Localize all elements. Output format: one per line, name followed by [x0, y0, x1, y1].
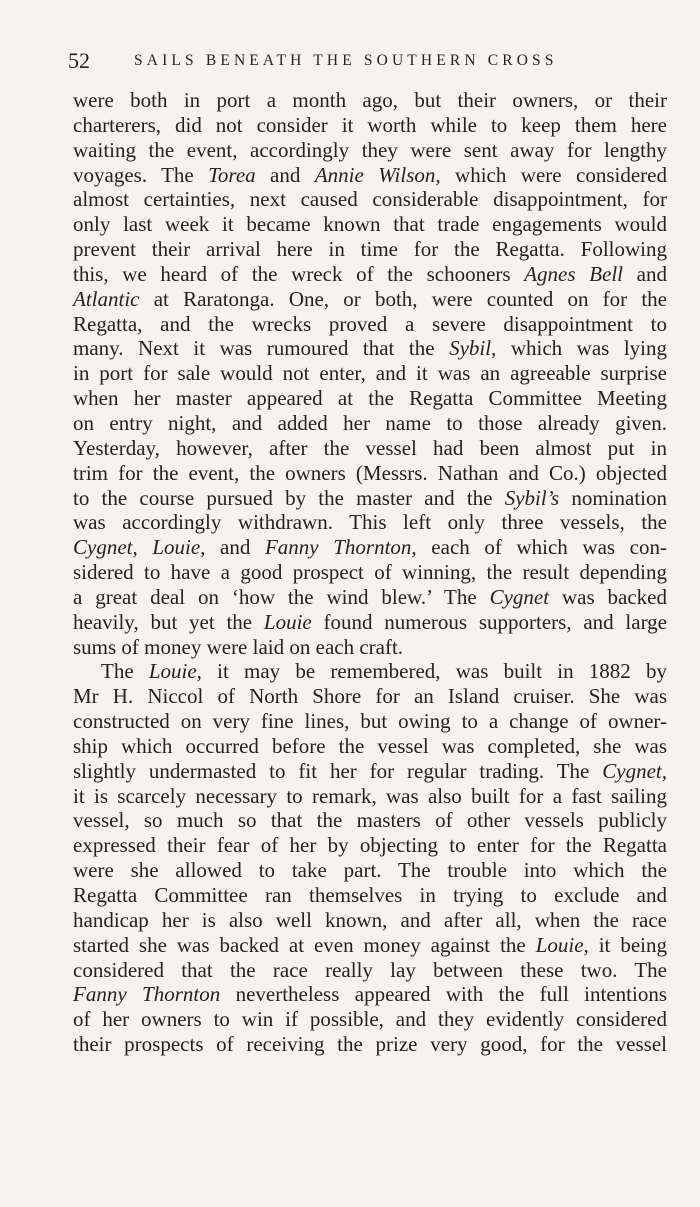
- text-segment: handicap her is also well known, and after all, when the race: [73, 907, 667, 932]
- italic-ship-name: Louie: [263, 609, 312, 634]
- text-segment: Regatta Committee ran themselves in trying to exclude and: [73, 883, 667, 907]
- text-line: [73, 386, 667, 411]
- text-line: [73, 187, 667, 212]
- text-line: [73, 411, 667, 436]
- text-segment: was accordingly withdrawn. This left only three vessels, the: [73, 510, 667, 535]
- text-segment: heavily, but yet the: [73, 609, 264, 634]
- italic-ship-name: Louie,: [535, 932, 589, 957]
- text-line: [73, 212, 667, 237]
- text-segment: in port for sale would not enter, and it was an agreeable surprise: [73, 361, 667, 386]
- text-line: [73, 858, 667, 883]
- text-segment: many. Next it was rumoured that the: [73, 336, 450, 361]
- text-segment: only last week it became known that trade engagements would: [73, 212, 667, 237]
- text-line: [73, 833, 667, 858]
- text-segment: vessel, so much so that the masters of other vessels publicly: [73, 808, 667, 833]
- italic-ship-name: Cygnet, Louie,: [73, 535, 206, 560]
- text-segment: it may be remembered, was built in 1882 by: [201, 659, 667, 684]
- text-segment: and: [255, 162, 315, 187]
- text-line: [73, 585, 667, 610]
- text-line: [73, 560, 667, 585]
- running-title: SAILS BENEATH THE SOUTHERN CROSS: [134, 52, 558, 69]
- text-line: [73, 883, 667, 908]
- italic-ship-name: Louie,: [148, 659, 202, 684]
- text-line: [73, 908, 667, 933]
- text-line: [73, 1007, 667, 1032]
- italic-ship-name: Sybil’s: [504, 485, 560, 510]
- text-line: [73, 535, 667, 560]
- text-segment: Mr H. Niccol of North Shore for an Island cruiser. She was: [73, 684, 667, 709]
- text-segment: charterers, did not consider it worth while to keep them here: [73, 112, 667, 137]
- text-segment: started she was backed at even money against the: [73, 932, 536, 957]
- text-segment: and: [205, 535, 265, 560]
- page-header: [68, 47, 634, 75]
- text-segment: sidered to have a good prospect of winning, the result depending: [73, 560, 667, 585]
- text-segment: trim for the event, the owners (Messrs. Nathan and Co.) objected: [73, 460, 667, 485]
- text-line: [73, 336, 667, 361]
- text-segment: which was lying: [496, 336, 667, 361]
- page-number: 52: [68, 48, 90, 73]
- text-segment: prevent their arrival here in time for the Regatta. Following: [73, 237, 667, 262]
- text-line: [73, 88, 667, 113]
- text-line: [73, 262, 667, 287]
- text-segment: a great deal on ‘how the wind blew.’ The: [73, 584, 490, 609]
- text-line: [73, 461, 667, 486]
- text-segment: almost certainties, next caused considerable disappointment, for: [73, 187, 667, 212]
- text-segment: at Raratonga. One, or both, were counted on for the: [139, 286, 667, 311]
- text-segment: it is scarcely necessary to remark, was also built for a fast sailing: [73, 783, 667, 808]
- text-segment: slightly undermasted to fit her for regular trading. The: [73, 758, 603, 783]
- text-segment: this, we heard of the wreck of the schooners: [73, 261, 525, 286]
- italic-ship-name: Torea: [208, 162, 256, 187]
- text-segment: and: [623, 261, 667, 286]
- text-line: [73, 113, 667, 138]
- text-segment: considered that the race really lay between these two. The: [73, 957, 667, 982]
- text-line: [73, 610, 667, 635]
- text-line: [73, 759, 667, 784]
- text-segment: sums of money were laid on each craft.: [73, 634, 404, 659]
- text-segment: it being: [588, 932, 667, 957]
- italic-ship-name: Sybil,: [449, 336, 497, 361]
- text-segment: voyages. The: [73, 162, 209, 187]
- text-line: [73, 361, 667, 386]
- text-line: [73, 1032, 667, 1057]
- text-segment: found numerous supporters, and large: [311, 609, 667, 634]
- text-segment: nomination: [559, 485, 667, 510]
- text-line: [73, 510, 667, 535]
- text-segment: waiting the event, accordingly they were sent away for lengthy: [73, 137, 667, 162]
- text-line: [73, 784, 667, 809]
- text-line: [73, 659, 667, 684]
- body-text: [73, 88, 667, 1057]
- text-segment: were both in port a month ago, but their owners, or their: [73, 88, 667, 112]
- text-line: [73, 486, 667, 511]
- text-segment: nevertheless appeared with the full intentions: [220, 982, 667, 1007]
- text-line: [73, 138, 667, 163]
- text-line: [73, 684, 667, 709]
- italic-ship-name: Atlantic: [73, 286, 140, 311]
- text-segment: constructed on very fine lines, but owing to a change of owner-: [73, 709, 667, 734]
- text-segment: expressed their fear of her by objecting to enter for the Regatta: [73, 833, 667, 858]
- text-segment: on entry night, and added her name to those already given.: [73, 410, 667, 435]
- text-line: [73, 237, 667, 262]
- text-line: [73, 436, 667, 461]
- text-segment: Yesterday, however, after the vessel had been almost put in: [73, 435, 667, 460]
- text-segment: when her master appeared at the Regatta Committee Meeting: [73, 386, 667, 411]
- text-line: [73, 734, 667, 759]
- italic-ship-name: Fanny Thornton: [73, 982, 221, 1007]
- text-line: [73, 635, 667, 660]
- text-segment: each of which was con-: [416, 535, 667, 560]
- text-line: [73, 312, 667, 337]
- text-segment: was backed: [549, 584, 667, 609]
- text-line: [73, 163, 667, 188]
- text-line: [73, 287, 667, 312]
- text-segment: their prospects of receiving the prize very good, for the vessel: [73, 1032, 667, 1057]
- text-segment: ship which occurred before the vessel was completed, she was: [73, 733, 667, 758]
- text-line: [73, 933, 667, 958]
- text-segment: were she allowed to take part. The trouble into which the: [73, 858, 667, 883]
- italic-ship-name: Fanny Thornton,: [264, 535, 417, 560]
- text-line: [73, 958, 667, 983]
- italic-ship-name: Agnes Bell: [524, 261, 624, 286]
- italic-ship-name: Annie Wilson,: [314, 162, 441, 187]
- text-line: [73, 709, 667, 734]
- text-segment: of her owners to win if possible, and they evidently considered: [73, 1007, 667, 1032]
- text-line: [73, 808, 667, 833]
- italic-ship-name: Cygnet,: [602, 758, 667, 783]
- text-line: [73, 982, 667, 1007]
- text-segment: The: [101, 659, 149, 684]
- text-segment: which were considered: [440, 162, 667, 187]
- italic-ship-name: Cygnet: [489, 584, 550, 609]
- text-segment: to the course pursued by the master and the: [73, 485, 505, 510]
- text-segment: Regatta, and the wrecks proved a severe disappointment to: [73, 311, 667, 336]
